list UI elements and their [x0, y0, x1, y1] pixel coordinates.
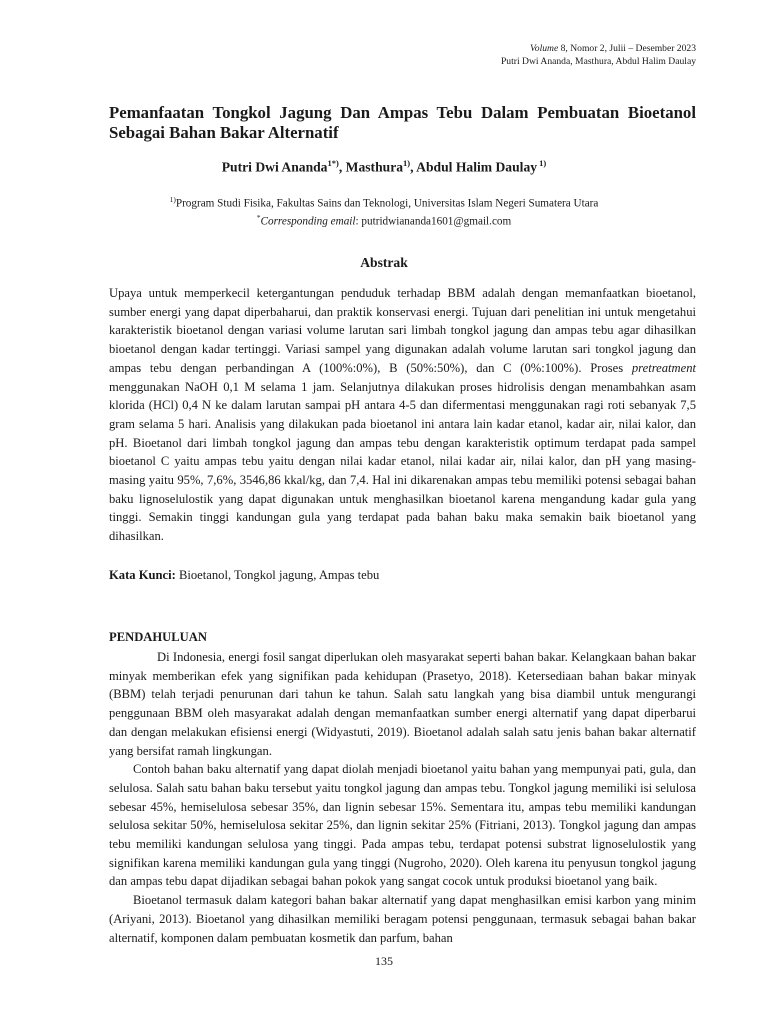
- corresponding-email-line: [0, 211, 768, 229]
- header-volume-label: Volume: [529, 43, 559, 54]
- affiliation-line: [0, 193, 768, 211]
- introduction-body: [109, 648, 696, 947]
- corresponding-mark: *: [256, 212, 261, 222]
- paragraph: Bioetanol termasuk dalam kategori bahan bakar alternatif yang dapat menghasilkan emisi karbon yang minim (Ariyani, 2013). Bioetanol yang dihasilkan memiliki beragam potensi penggunaan, termasuk sebagai bahan bakar alternatif, komponen dalam pembuatan kosmetik dan parfum, bahan: [109, 893, 696, 945]
- abstract-heading: Abstrak: [360, 255, 408, 270]
- running-header: [501, 43, 696, 68]
- keywords: [109, 566, 696, 584]
- keywords-label: Kata Kunci:: [109, 568, 176, 582]
- corresponding-email-label: Corresponding email: [260, 215, 356, 228]
- author-name: Abdul Halim Daulay: [416, 159, 538, 175]
- header-authors: Putri Dwi Ananda, Masthura, Abdul Halim Daulay: [500, 55, 696, 67]
- abstract-part: Upaya untuk memperkecil ketergantungan penduduk terhadap BBM adalah dengan memanfaatkan bioetanol, sumber energi yang dapat diperbaharui, dan praktik konservasi energi. Tujuan dari penelitian ini untuk mengetahui karakteristik bioetanol dengan variasi volume larutan sari limbah tongkol jagung dan ampas tebu agar dihasilkan bioetanol dengan kadar tertinggi. Variasi sampel yang digunakan adalah volume larutan sari tongkol jagung dan ampas tebu dengan perbandingan A (100%:0%), B (50%:50%), dan C (0%:100%). Proses: [109, 286, 696, 375]
- page-number: 135: [375, 954, 393, 968]
- abstract-text: [109, 284, 696, 546]
- header-volume-info: 8, Nomor 2, Julii – Desember 2023: [558, 43, 696, 54]
- paragraph: Contoh bahan baku alternatif yang dapat diolah menjadi bioetanol yaitu bahan yang mempunyai pati, gula, dan selulosa. Salah satu bahan baku tersebut yaitu tongkol jagung dan ampas tebu. Tongkol jagung memiliki isi selulosa sebesar 45%, hemiselulosa sebesar 35%, dan lignin sebesar 15%. Sementara itu, ampas tebu memiliki kandungan selulosa sekitar 50%, hemiselulosa sekitar 25%, dan lignin sekitar 25% (Fitriani, 2013). Tongkol jagung dan ampas tebu memiliki kandungan selulosa yang tinggi. Pada ampas tebu, terdapat potensi substrat lignoselulostik yang signifikan karena memiliki kandungan gula yang tinggi (Nugroho, 2020). Oleh karena itu penyusun tongkol jagung dan ampas tebu dapat dijadikan sebagai bahan pokok yang sangat cocok untuk produksi bioetanol yang baik.: [109, 762, 696, 889]
- paragraph: Di Indonesia, energi fosil sangat diperlukan oleh masyarakat seperti bahan bakar. Kelangkaan bahan bakar minyak memberikan efek yang signifikan pada kehidupan (Prasetyo, 2018). Ketersediaan bahan bakar minyak (BBM) telah terjadi penurunan dari tahun ke tahun. Salah satu langkah yang bisa diambil untuk mengurangi penggunaan BBM oleh masyarakat adalah dengan memanfaatkan sumber energi alternatif yang dapat diperbarui dan dengan melakukan efisiensi energi (Widyastuti, 2019). Bioetanol adalah salah satu jenis bahan bakar alternatif yang bersifat ramah lingkungan.: [109, 650, 696, 758]
- author-affiliation-mark: 1*): [327, 158, 339, 168]
- section-heading-introduction: PENDAHULUAN: [109, 630, 207, 644]
- author-affiliation-mark: 1): [403, 158, 411, 168]
- affiliation-mark: 1): [169, 195, 176, 204]
- corresponding-email: : putridwiananda1601@gmail.com: [355, 215, 512, 228]
- author-name: Masthura: [345, 159, 404, 175]
- paper-title: Pemanfaatan Tongkol Jagung Dan Ampas Tebu Dalam Pembuatan Bioetanol Sebagai Bahan Bakar Alternatif: [109, 103, 696, 142]
- affiliation-block: [0, 193, 768, 228]
- keywords-text: Bioetanol, Tongkol jagung, Ampas tebu: [175, 568, 380, 582]
- author-list: Putri Dwi Ananda$^{1*)}$, Masthura$^{1)}$, Abdul Halim Daulay $^{1)}$: [221, 158, 547, 175]
- abstract-part: menggunakan NaOH 0,1 M selama 1 jam. Selanjutnya dilakukan proses hidrolisis dengan menambahkan asam klorida (HCl) 0,4 N ke dalam larutan sampai pH antara 4-5 dan difermentasi menggunakan ragi roti sebanyak 7,5 gram selama 5 hari. Analisis yang dilakukan pada bioetanol ini antara lain kadar etanol, kadar air, nilai kalor, dan pH. Bioetanol dari limbah tongkol jagung dan ampas tebu dengan karakteristik optimum terdapat pada sampel bioetanol C yaitu ampas tebu yaitu dengan nilai kadar etanol, nilai kadar air, nilai kalor, dan pH yang masing-masing yaitu 95%, 7,6%, 3546,86 kkal/kg, dan 7,4. Hal ini dikarenakan ampas tebu memiliki potensi sebagai bahan baku lignoselulostik yang dapat digunakan untuk menghasilkan bioetanol karena mengandung kadar gula yang tinggi. Semakin tinggi kandungan gula yang terdapat pada bahan baku maka semakin baik bioetanol yang dihasilkan.: [109, 379, 696, 544]
- abstract-italic-term: pretreatment: [631, 360, 696, 375]
- author-name: Putri Dwi Ananda: [221, 159, 328, 175]
- affiliation-text: Program Studi Fisika, Fakultas Sains dan Teknologi, Universitas Islam Negeri Sumatera Utara: [175, 197, 599, 210]
- header-volume-line: [501, 43, 696, 56]
- author-affiliation-mark: 1): [537, 158, 547, 168]
